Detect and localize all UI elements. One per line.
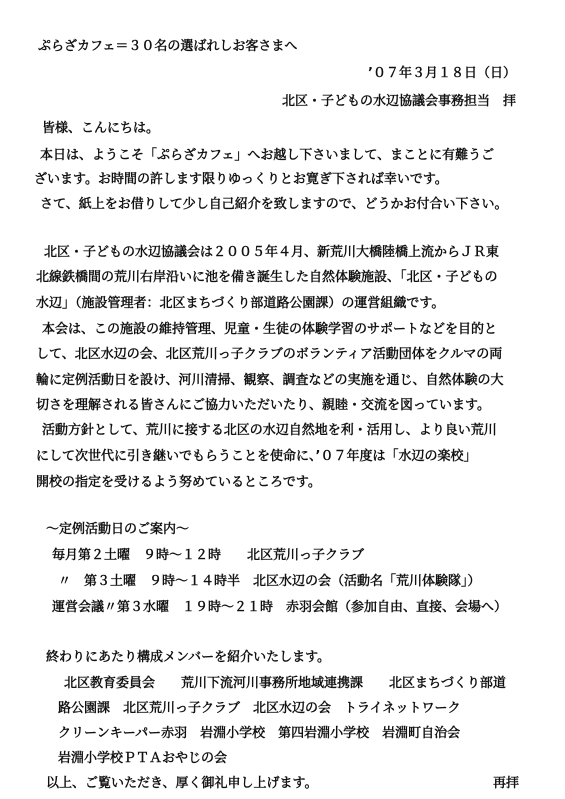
body-line: 輪に定例活動日を設け、河川清掃、観察、調査などの実施を通じ、自然体験の大 [36,373,504,388]
greeting-line: 皆様、こんにちは。 [42,121,160,136]
member-row: 岩淵小学校ＰＴＡおやじの会 [58,751,228,766]
body-line: 開校の指定を受けるよう努めているところです。 [36,475,321,490]
schedule-row: 〃 第３土曜 ９時～１４時半 北区水辺の会（活動名「荒川体験隊」） [58,574,481,589]
closing-text: 以上、ご覧いただき、厚く御礼申し上げます。 [46,776,318,791]
member-row: 路公園課 北区荒川っ子クラブ 北区水辺の会 トライネットワーク [58,701,461,716]
schedule-heading: ～定例活動日のご案内～ [46,522,190,537]
body-line: 活動方針として、荒川に接する北区の水辺自然地を利・活用し、より良い荒川 [42,423,497,438]
greeting-line: さて、紙上をお借りして少し自己紹介を致しますので、どうかお付合い下さい。 [40,197,508,212]
body-line: にして次世代に引き継いでもらうことを使命に、’０７年度は「水辺の楽校」 [36,449,477,464]
letter-title: ぷらざカフェ＝３０名の選ばれしお客さまへ [38,39,298,54]
greeting-line: 本日は、ようこそ「ぷらざカフェ」へお越し下さいまして、まことに有難うご [40,148,495,163]
greeting-line: ざいます。お時間の許します限りゆっくりとお寛ぎ下されば幸いです。 [34,172,448,187]
letter-sender: 北区・子どもの水辺協議会事務担当 拝 [282,94,517,109]
body-line: 本会は、この施設の維持管理、児童・生徒の体験学習のサポートなどを目的と [42,322,498,337]
letter-date: ’０７年３月１８日（日） [368,66,516,81]
member-row: 北区教育委員会 荒川下流河川事務所地域連携課 北区まちづくり部道 [64,676,506,691]
body-line: して、北区水辺の会、北区荒川っ子クラブのボランティア活動団体をクルマの両 [36,347,503,362]
members-intro: 終わりにあたり構成メンバーを紹介いたします。 [46,650,331,665]
body-line: 北区・子どもの水辺協議会は２００５年４月、新荒川大橋陸橋上流からＪＲ東 [44,245,500,260]
closing-sign: 再拝 [493,776,520,791]
body-line: 水辺」（施設管理者：北区まちづくり部道路公園課）の運営組織です。 [36,296,445,311]
member-row: クリーンキーパー赤羽 岩淵小学校 第四岩淵小学校 岩淵町自治会 [58,726,461,741]
body-line: 北線鉄橋間の荒川右岸沿いに池を備き誕生した自然体験施設、「北区・子どもの [36,270,498,285]
schedule-row: 毎月第２土曜 ９時～１２時 北区荒川っ子クラブ [52,548,365,563]
schedule-row: 運営会議〃第３水曜 １９時～２１時 赤羽会館（参加自由、直接、会場へ） [52,600,508,615]
body-line: 切さを理解される皆さんにご協力いただいたり、親睦・交流を図っています。 [36,398,490,413]
